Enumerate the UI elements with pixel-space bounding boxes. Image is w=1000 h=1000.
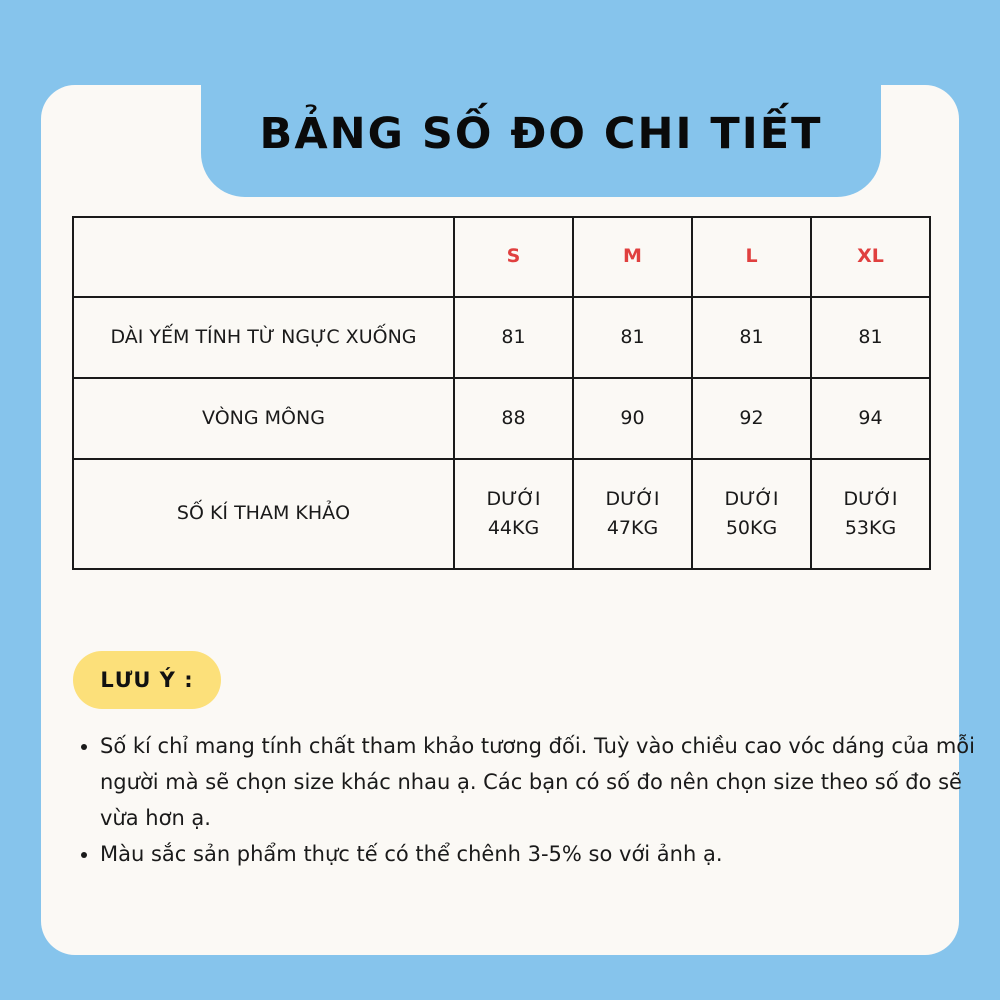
notes-list — [72, 728, 980, 872]
list-item: • Số kí chỉ mang tính chất tham khảo tương đối. Tuỳ vào chiều cao vóc dáng của mỗi người mà sẽ chọn size khác nhau ạ. Các bạn có số đo nên chọn size theo số đo sẽ vừa hơn ạ. — [100, 728, 980, 836]
table-cell — [692, 459, 811, 569]
cell-line: 47KG — [606, 517, 659, 539]
table-row — [73, 378, 930, 459]
size-header-m: M — [573, 217, 692, 297]
table-cell: 81 — [811, 297, 930, 378]
size-table — [72, 216, 931, 570]
table-cell — [811, 459, 930, 569]
table-cell: 81 — [692, 297, 811, 378]
cell-line: 53KG — [844, 517, 897, 539]
row-label-weight: SỐ KÍ THAM KHẢO — [73, 459, 454, 569]
cell-line: 44KG — [487, 517, 540, 539]
table-cell — [454, 459, 573, 569]
row-label-length: DÀI YẾM TÍNH TỪ NGỰC XUỐNG — [73, 297, 454, 378]
size-header-xl: XL — [811, 217, 930, 297]
list-item: • Màu sắc sản phẩm thực tế có thể chênh 3-5% so với ảnh ạ. — [100, 836, 980, 872]
size-header-l: L — [692, 217, 811, 297]
size-header-s: S — [454, 217, 573, 297]
title-banner — [201, 85, 881, 197]
cell-line: DƯỚI — [605, 487, 660, 510]
table-cell: 88 — [454, 378, 573, 459]
table-cell: 81 — [573, 297, 692, 378]
table-row — [73, 297, 930, 378]
note-badge: LƯU Ý : — [73, 651, 221, 709]
page-title: BẢNG SỐ ĐO CHI TIẾT — [259, 109, 823, 159]
row-label-hip: VÒNG MÔNG — [73, 378, 454, 459]
cell-line: 50KG — [725, 517, 778, 539]
table-cell: 94 — [811, 378, 930, 459]
table-header-row — [73, 217, 930, 297]
table-cell: 92 — [692, 378, 811, 459]
header-empty-cell — [73, 217, 454, 297]
table-cell — [573, 459, 692, 569]
table-row — [73, 459, 930, 569]
table-cell: 81 — [454, 297, 573, 378]
cell-line: DƯỚI — [843, 487, 898, 510]
cell-line: DƯỚI — [486, 487, 541, 510]
table-cell: 90 — [573, 378, 692, 459]
cell-line: DƯỚI — [724, 487, 779, 510]
